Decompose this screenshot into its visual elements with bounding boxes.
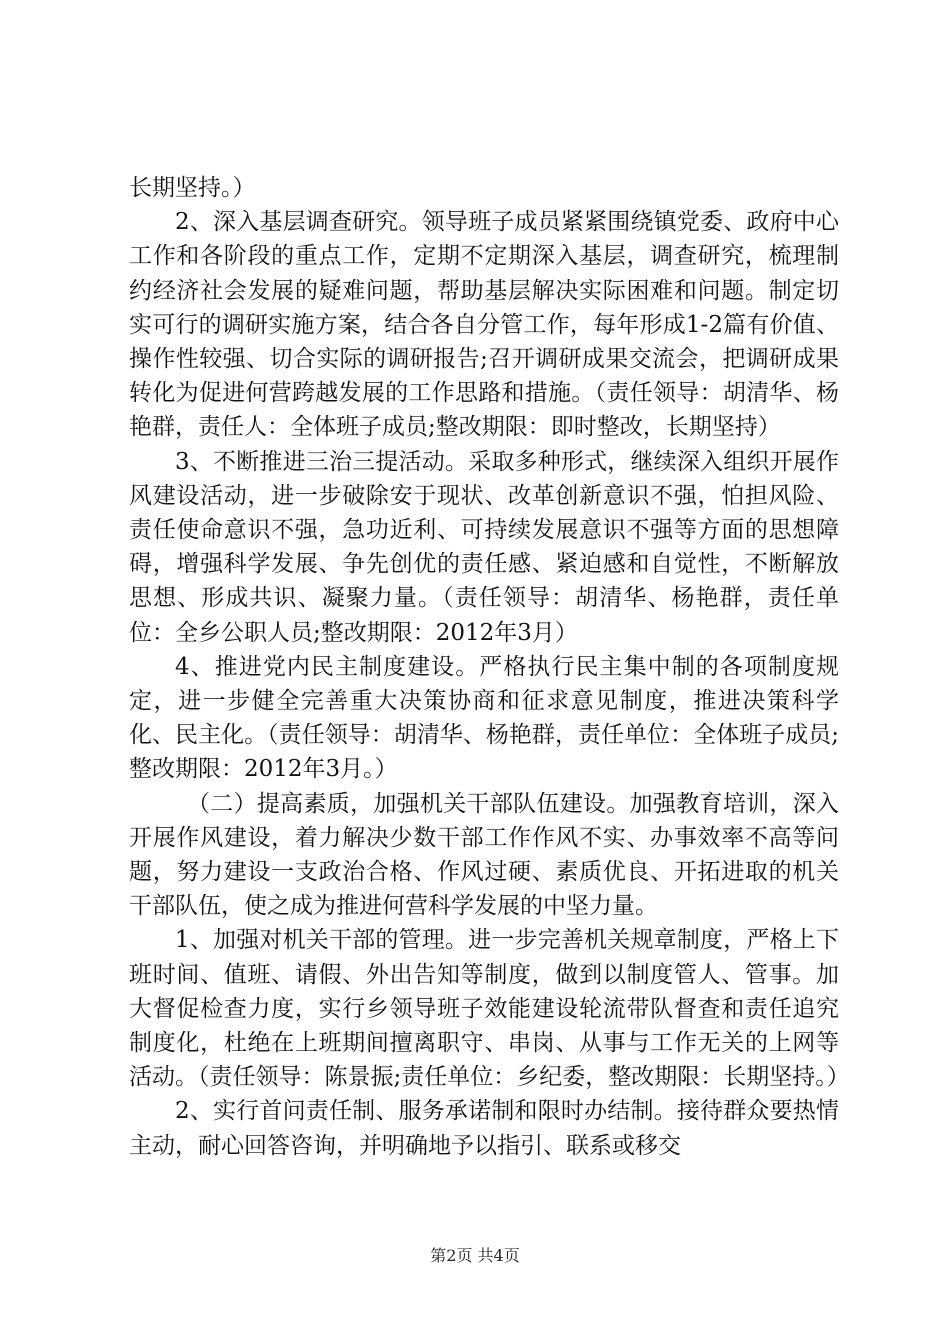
paragraph-item-3-activity: 3、不断推进三治三提活动。采取多种形式，继续深入组织开展作风建设活动，进一步破除安于现状、改革创新意识不强，怕担风险、责任使命意识不强，急功近利、可持续发展意识不强等方面的思想障碍，增强科学发展、争先创优的责任感、紧迫感和自觉性，不断解放思想、形成共识、凝聚力量。（责任领导：胡清华、杨艳群，责任单位：全乡公职人员;整改期限：2012年3月） [129, 448, 839, 646]
paragraph-item-2-research: 2、深入基层调查研究。领导班子成员紧紧围绕镇党委、政府中心工作和各阶段的重点工作，定期不定期深入基层，调查研究，梳理制约经济社会发展的疑难问题，帮助基层解决实际困难和问题。制定切实可行的调研实施方案，结合各自分管工作，每年形成1-2篇有价值、操作性较强、切合实际的调研报告;召开调研成果交流会，把调研成果转化为促进何营跨越发展的工作思路和措施。（责任领导：胡清华、杨艳群，责任人：全体班子成员;整改期限：即时整改，长期坚持） [129, 209, 839, 441]
paragraph-continuation: 长期坚持。） [129, 175, 256, 201]
paragraph-section-2-heading: （二）提高素质，加强机关干部队伍建设。加强教育培训，深入开展作风建设，着力解决少数干部工作作风不实、办事效率不高等问题，努力建设一支政治合格、作风过硬、素质优良、开拓进取的机关干部队伍，使之成为推进何营科学发展的中坚力量。 [129, 790, 839, 920]
paragraph-item-1-management: 1、加强对机关干部的管理。进一步完善机关规章制度，严格上下班时间、值班、请假、外出告知等制度，做到以制度管人、管事。加大督促检查力度，实行乡领导班子效能建设轮流带队督查和责任追究制度化，杜绝在上班期间擅离职守、串岗、从事与工作无关的上网等活动。（责任领导：陈景振;责任单位：乡纪委，整改期限：长期坚持。） [129, 927, 850, 1091]
page-number-footer: 第2页 共4页 [430, 1246, 520, 1265]
document-body [129, 171, 850, 1163]
paragraph-item-4-democracy: 4、推进党内民主制度建设。严格执行民主集中制的各项制度规定，进一步健全完善重大决策协商和征求意见制度，推进决策科学化、民主化。（责任领导：胡清华、杨艳群，责任单位：全体班子成员;整改期限：2012年3月。） [129, 653, 839, 783]
paragraph-item-2-responsibility: 2、实行首问责任制、服务承诺制和限时办结制。接待群众要热情主动，耐心回答咨询，并明确地予以指引、联系或移交 [129, 1098, 839, 1159]
